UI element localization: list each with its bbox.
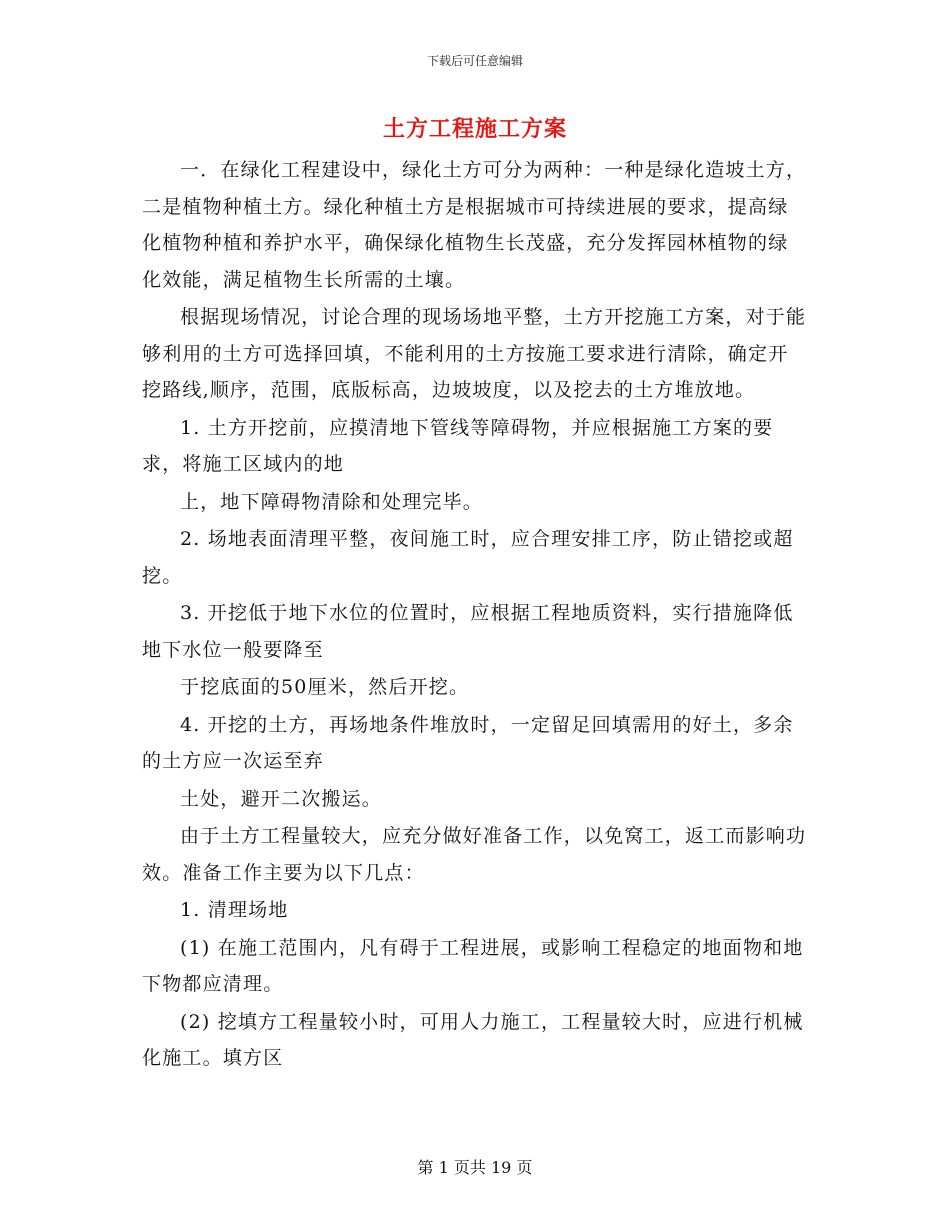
paragraph-item-3-cont: 于挖底面的50厘米，然后开挖。: [180, 676, 470, 698]
document-title: 土方工程施工方案: [382, 116, 567, 142]
paragraph-heading-clear-site: 1. 清理场地: [180, 899, 289, 921]
page-header: 下载后可任意编辑: [426, 54, 523, 68]
paragraph-subitem-2: (2) 挖填方工程量较小时，可用人力施工，工程量较大时，应进行机械化施工。填方区: [142, 1010, 804, 1069]
paragraph-item-3: 3. 开挖低于地下水位的位置时，应根据工程地质资料，实行措施降低地下水位一般要降至: [142, 602, 794, 661]
paragraph-intro: 一．在绿化工程建设中，绿化土方可分为两种：一种是绿化造坡土方，二是植物种植土方。绿化种植土方是根据城市可持续进展的要求，提高绿化植物种植和养护水平，确保绿化植物生长茂盛，充分发挥园林植物的绿化效能，满足植物生长所需的土壤。: [142, 159, 807, 291]
paragraph-subitem-1: (1) 在施工范围内，凡有碍于工程进展，或影响工程稳定的地面物和地下物都应清理。: [142, 936, 804, 995]
paragraph-preparation: 由于土方工程量较大，应充分做好准备工作，以免窝工，返工而影响功效。准备工作主要为以下几点：: [142, 825, 807, 884]
paragraph-item-4: 4. 开挖的土方，再场地条件堆放时，一定留足回填需用的好土，多余的土方应一次运至弃: [142, 713, 794, 772]
paragraph-item-4-cont: 土处，避开二次搬运。: [180, 787, 383, 810]
paragraph-item-1: 1. 土方开挖前，应摸清地下管线等障碍物，并应根据施工方案的要求，将施工区域内的地: [142, 416, 774, 475]
page-footer: 第 1 页共 19 页: [417, 1158, 533, 1177]
paragraph-site-situation: 根据现场情况，讨论合理的现场场地平整，土方开挖施工方案，对于能够利用的土方可选择回填，不能利用的土方按施工要求进行清除，确定开挖路线,顺序，范围，底版标高，边坡坡度，以及挖去的土方堆放地。: [142, 306, 807, 401]
paragraph-item-2: 2. 场地表面清理平整，夜间施工时，应合理安排工序，防止错挖或超挖。: [142, 528, 794, 587]
document-body: [142, 152, 808, 1078]
paragraph-item-1-cont: 上，地下障碍物清除和处理完毕。: [180, 490, 484, 513]
